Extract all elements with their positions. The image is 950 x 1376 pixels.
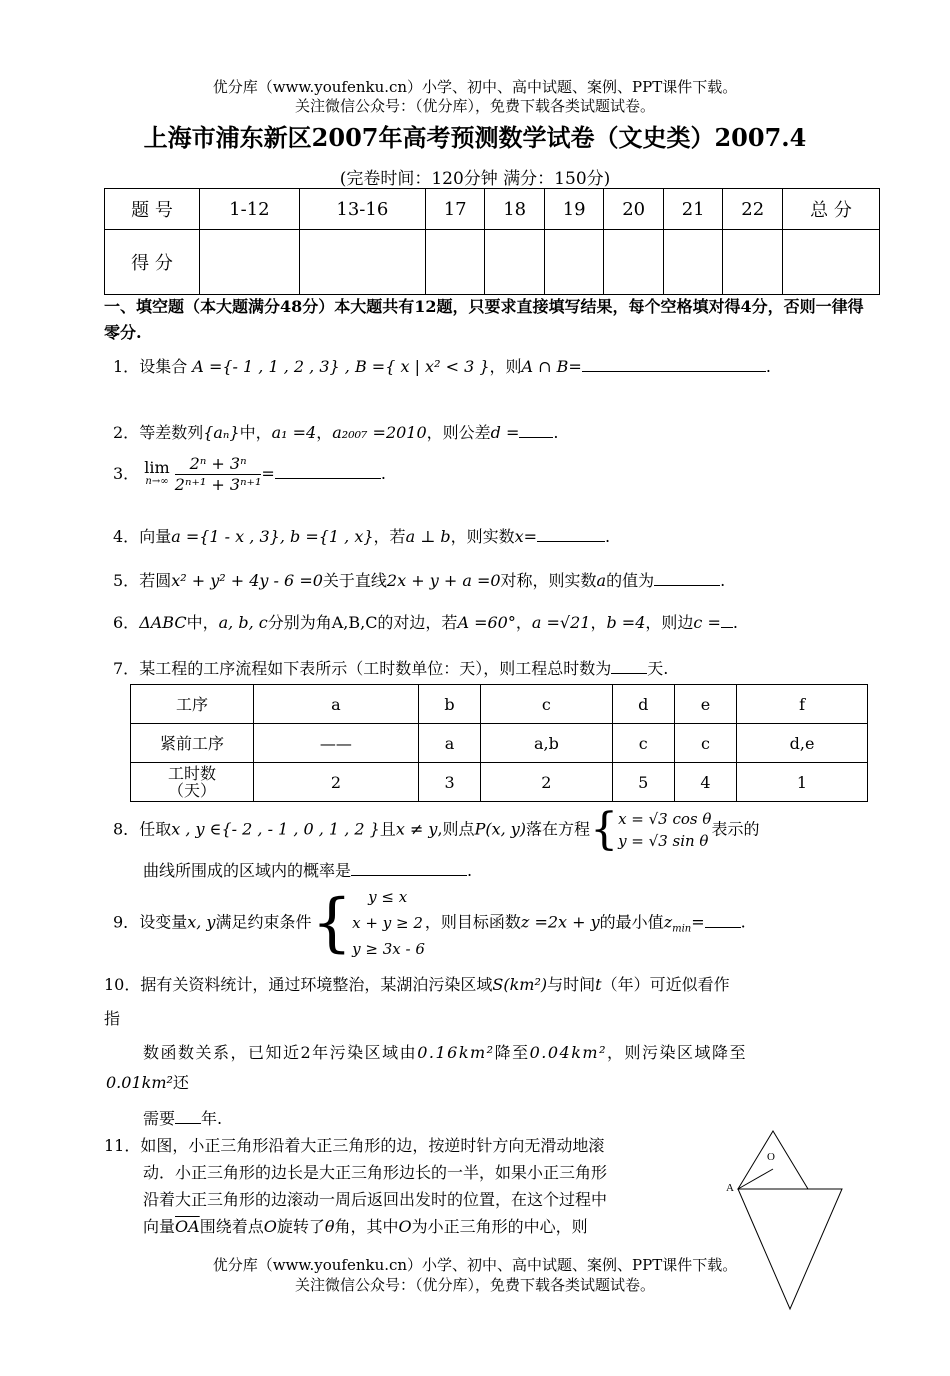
header-line-1: 优分库（www.youfenku.cn）小学、初中、高中试题、案例、PPT课件下载。 xyxy=(212,78,738,96)
footer-line-2: 关注微信公众号：（优分库），免费下载各类试题试卷。 xyxy=(294,1276,655,1294)
answer-blank[interactable] xyxy=(582,355,766,372)
process-header: a xyxy=(254,685,419,724)
answer-blank[interactable] xyxy=(275,462,381,479)
process-header: c xyxy=(481,685,612,724)
score-cell[interactable] xyxy=(425,230,485,295)
process-cell: c xyxy=(674,724,736,763)
question-10-line-5: 需要 年. xyxy=(143,1109,223,1128)
score-cell[interactable] xyxy=(485,230,545,295)
process-cell: d,e xyxy=(737,724,868,763)
process-cell: 2 xyxy=(254,763,419,802)
score-header: 18 xyxy=(485,189,545,230)
question-3: 3． lim n→∞ $\frac{\text{2ⁿ + 3ⁿ}}{\text{2ⁿ⁺¹ + 3ⁿ⁺¹}}$ = . xyxy=(113,454,386,494)
process-header: f xyxy=(737,685,868,724)
score-header: 总 分 xyxy=(783,189,880,230)
vector-oa xyxy=(738,1169,773,1189)
question-11-line-2: 动．小正三角形的边长是大正三角形边长的一半，如果小正三角形 xyxy=(143,1163,608,1182)
process-cell: —— xyxy=(254,724,419,763)
question-5: 5．若圆x² + y² + 4y - 6 =0关于直线2x + y + a =0对称，则实数a的值为 . xyxy=(113,571,726,590)
question-1: 1．设集合 A ={- 1 , 1 , 2 , 3} , B ={ x | x² < 3 }，则A ∩ B= . xyxy=(113,357,771,376)
answer-blank[interactable] xyxy=(519,421,553,438)
exam-subtitle: (完卷时间：120分钟 满分：150分) xyxy=(339,169,611,189)
score-header: 21 xyxy=(663,189,723,230)
score-cell[interactable] xyxy=(544,230,604,295)
question-11-line-3: 沿着大正三角形的边滚动一周后返回出发时的位置，在这个过程中 xyxy=(143,1190,608,1209)
question-7: 7．某工程的工序流程如下表所示（工时数单位：天），则工程总时数为 天. xyxy=(113,659,669,678)
question-8-line-2: 曲线所围成的区域内的概率是 . xyxy=(143,861,473,880)
question-4: 4．向量a ={1 - x , 3}, b ={1 , x}，若a ⊥ b，则实数x= . xyxy=(113,527,611,546)
section-1-heading: 一、填空题（本大题满分48分）本大题共有12题，只要求直接填写结果，每个空格填对得4分，否则一律得零分. xyxy=(104,297,864,342)
question-10: 10．据有关资料统计，通过环境整治，某湖泊污染区域S(km²)与时间t（年）可近似看作 xyxy=(104,975,730,994)
score-row-label: 得 分 xyxy=(105,230,200,295)
answer-blank[interactable] xyxy=(175,1107,201,1124)
answer-blank[interactable] xyxy=(537,525,605,542)
question-10-line-4: 0.01km²还 xyxy=(106,1073,189,1092)
page-title: 上海市浦东新区2007年高考预测数学试卷（文史类）2007.4 xyxy=(143,123,807,152)
answer-blank[interactable] xyxy=(654,569,720,586)
score-header: 20 xyxy=(604,189,664,230)
label-o: O xyxy=(767,1151,775,1163)
question-8: 8．任取x , y ∈{- 2 , - 1 , 0 , 1 , 2 }且x ≠ y,则点P(x, y)落在方程{ x = √3 cos θ y = √3 sin θ 表示的 xyxy=(113,804,760,855)
process-header: b xyxy=(418,685,480,724)
process-header: d xyxy=(612,685,674,724)
process-cell: 工时数（天） xyxy=(131,763,254,802)
score-header: 22 xyxy=(723,189,783,230)
process-cell: 紧前工序 xyxy=(131,724,254,763)
score-header: 13-16 xyxy=(299,189,425,230)
answer-blank[interactable] xyxy=(611,657,647,674)
question-9: 9．设变量x, y满足约束条件{ y ≤ x x + y ≥ 2 y ≥ 3x - 6 ，则目标函数z =2x + y的最小值$z_{min}=$ . xyxy=(113,886,746,960)
question-11: 11．如图，小正三角形沿着大正三角形的边，按逆时针方向无滑动地滚 xyxy=(104,1136,605,1155)
process-cell: c xyxy=(612,724,674,763)
question-10-line-2: 指 xyxy=(104,1009,121,1028)
answer-blank[interactable] xyxy=(351,859,467,876)
process-cell: 1 xyxy=(737,763,868,802)
score-cell[interactable] xyxy=(783,230,880,295)
process-cell: 3 xyxy=(418,763,480,802)
answer-blank[interactable] xyxy=(721,611,733,628)
process-cell: 4 xyxy=(674,763,736,802)
process-header: e xyxy=(674,685,736,724)
score-header: 19 xyxy=(544,189,604,230)
score-header: 1-12 xyxy=(200,189,300,230)
question-10-line-3: 数函数关系，已知近2年污染区域由0.16km²降至0.04km²，则污染区域降至 xyxy=(143,1043,748,1062)
label-a: A xyxy=(726,1182,734,1194)
score-cell[interactable] xyxy=(604,230,664,295)
process-cell: 2 xyxy=(481,763,612,802)
answer-blank[interactable] xyxy=(705,911,741,928)
process-table xyxy=(130,684,868,802)
header-line-2: 关注微信公众号：（优分库），免费下载各类试题试卷。 xyxy=(294,97,655,115)
process-cell: a xyxy=(418,724,480,763)
score-cell[interactable] xyxy=(200,230,300,295)
question-6: 6．ΔABC中，a, b, c分别为角A,B,C的对边，若A =60°，a =√21，b =4，则边c = . xyxy=(113,613,738,632)
score-header: 题 号 xyxy=(105,189,200,230)
question-2: 2．等差数列{aₙ}中，a₁ =4，a₂₀₀₇ =2010，则公差d = . xyxy=(113,423,559,442)
question-11-line-4: 向量$\overline{OA}$围绕着点O旋转了θ角，其中O为小正三角形的中心，则 xyxy=(143,1217,588,1236)
process-cell: 5 xyxy=(612,763,674,802)
footer-line-1: 优分库（www.youfenku.cn）小学、初中、高中试题、案例、PPT课件下载。 xyxy=(212,1256,738,1274)
score-cell[interactable] xyxy=(663,230,723,295)
score-cell[interactable] xyxy=(299,230,425,295)
score-cell[interactable] xyxy=(723,230,783,295)
process-cell: a,b xyxy=(481,724,612,763)
score-header: 17 xyxy=(425,189,485,230)
score-table xyxy=(104,188,880,295)
process-header: 工序 xyxy=(131,685,254,724)
